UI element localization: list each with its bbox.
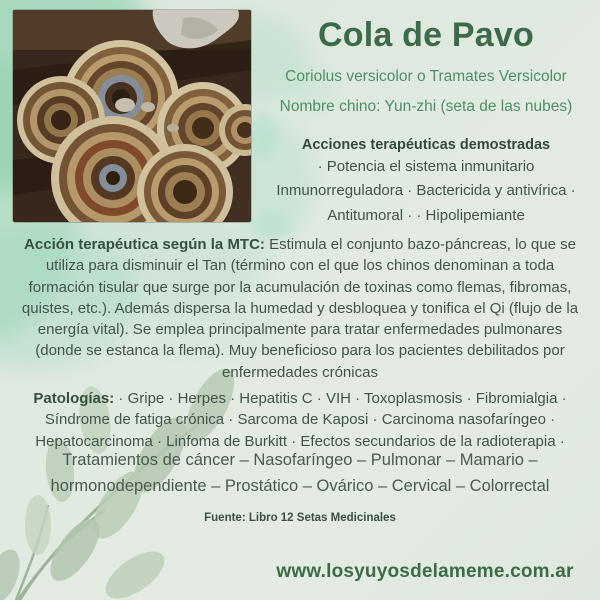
action-line: · Potencia el sistema inmunitario xyxy=(317,158,535,175)
chinese-name: Nombre chino: Yun-zhi (seta de las nubes) xyxy=(279,98,573,115)
latin-name: Coriolus versicolor o Tramates Versicolor xyxy=(285,68,567,85)
turkey-tail-mushroom-photo xyxy=(13,10,251,222)
page-title: Cola de Pavo xyxy=(318,16,534,54)
mtc-lead: Acción terapéutica según la MTC: xyxy=(24,236,265,253)
action-line: Antitumoral · · Hipolipemiante xyxy=(327,206,525,224)
mtc-body: Estimula el conjunto bazo-páncreas, lo que se utiliza para disminuir el Tan (término con el que los chinos denominan a toda formación tisular que surge por la acumulación de toxinas como flemas, fibromas, quistes, etc.). Además dispersa la humedad y desbloquea y tonifica el Qi (flujo de la energía vital). Se emplea principalmente para tratar enfermedades pulmonares (donde se estanca la flema). Muy beneficioso para los pacientes debilitados por enfermedades crónicas xyxy=(21,236,579,381)
actions-heading: Acciones terapéuticas demostradas xyxy=(301,137,551,153)
mtc-paragraph xyxy=(18,234,582,383)
treatments-text: Tratamientos de cáncer – Nasofaríngeo – Pulmonar – Mamario – hormonodependiente – Prostático – Ovárico – Cervical – Colorrectal xyxy=(50,451,550,495)
pathologies-paragraph xyxy=(18,388,582,452)
website-url: www.losyuyosdelameme.com.ar xyxy=(276,561,574,582)
action-line: Inmunorreguladora · Bactericida y antivírica · xyxy=(276,182,576,200)
pathologies-body: · Gripe · Herpes · Hepatitis C · VIH · Toxoplasmosis · Fibromialgia · Síndrome de fatiga crónica · Sarcoma de Kaposi · Carcinoma nasofaríngeo · Hepatocarcinoma · Linfoma de Burkitt · Efectos secundarios de la radioterapia · xyxy=(35,390,567,450)
source-note: Fuente: Libro 12 Setas Medicinales xyxy=(204,512,396,524)
header-column xyxy=(258,16,594,226)
pathologies-lead: Patologías: xyxy=(33,390,115,407)
